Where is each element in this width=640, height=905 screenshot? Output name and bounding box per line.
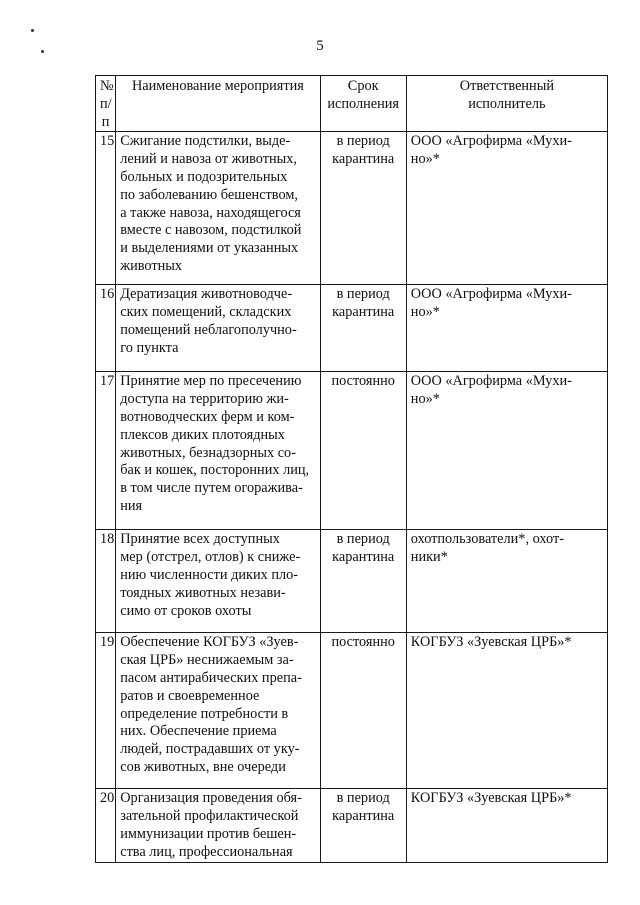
header-responsible: Ответственный исполнитель (406, 76, 607, 132)
row-responsible: ООО «Агрофирма «Мухи- но»* (406, 132, 607, 285)
row-responsible: ООО «Агрофирма «Мухи- но»* (406, 372, 607, 530)
table-row (96, 285, 608, 372)
row-term: постоянно (320, 372, 406, 530)
table-row (96, 633, 608, 789)
table-header-row (96, 76, 608, 132)
row-number: 16 (96, 285, 116, 372)
page-number: 5 (316, 38, 324, 54)
row-term: в период карантина (320, 789, 406, 862)
row-measure-name: Организация проведения обя- зательной профилактической иммунизации против бешен- ства лиц, профессиональная (116, 789, 320, 862)
scan-dot-1 (31, 29, 34, 32)
row-term: в период карантина (320, 132, 406, 285)
table-row (96, 372, 608, 530)
header-number: № п/п (96, 76, 116, 132)
row-term: постоянно (320, 633, 406, 789)
table-row (96, 132, 608, 285)
row-measure-name: Обеспечение КОГБУЗ «Зуев- ская ЦРБ» неснижаемым за- пасом антирабических препа- ратов и своевременное определение потребности в них. Обеспечение приема людей, пострадавших от уку- сов животных, вне очереди (116, 633, 320, 789)
row-responsible: охотпользователи*, охот- ники* (406, 530, 607, 633)
row-number: 17 (96, 372, 116, 530)
header-term: Срок исполнения (320, 76, 406, 132)
row-term: в период карантина (320, 285, 406, 372)
row-responsible: КОГБУЗ «Зуевская ЦРБ»* (406, 789, 607, 862)
table-row (96, 789, 608, 862)
measures-table (95, 75, 608, 863)
table-row (96, 530, 608, 633)
row-responsible: ООО «Агрофирма «Мухи- но»* (406, 285, 607, 372)
row-number: 15 (96, 132, 116, 285)
row-number: 18 (96, 530, 116, 633)
row-measure-name: Дератизация животноводче- ских помещений, складских помещений неблагополучно- го пункта (116, 285, 320, 372)
row-measure-name: Принятие мер по пресечению доступа на территорию жи- вотноводческих ферм и ком- плексов диких плотоядных животных, безнадзорных со- бак и кошек, посторонних лиц, в том числе путем огоражива- ния (116, 372, 320, 530)
row-number: 20 (96, 789, 116, 862)
row-number: 19 (96, 633, 116, 789)
row-measure-name: Сжигание подстилки, выде- лений и навоза от животных, больных и подозрительных по заболеванию бешенством, а также навоза, находящегося вместе с навозом, подстилкой и выделениями от указанных животных (116, 132, 320, 285)
row-term: в период карантина (320, 530, 406, 633)
row-measure-name: Принятие всех доступных мер (отстрел, отлов) к сниже- нию численности диких пло- тоядных животных незави- симо от сроков охоты (116, 530, 320, 633)
row-responsible: КОГБУЗ «Зуевская ЦРБ»* (406, 633, 607, 789)
header-measure-name: Наименование мероприятия (116, 76, 320, 132)
